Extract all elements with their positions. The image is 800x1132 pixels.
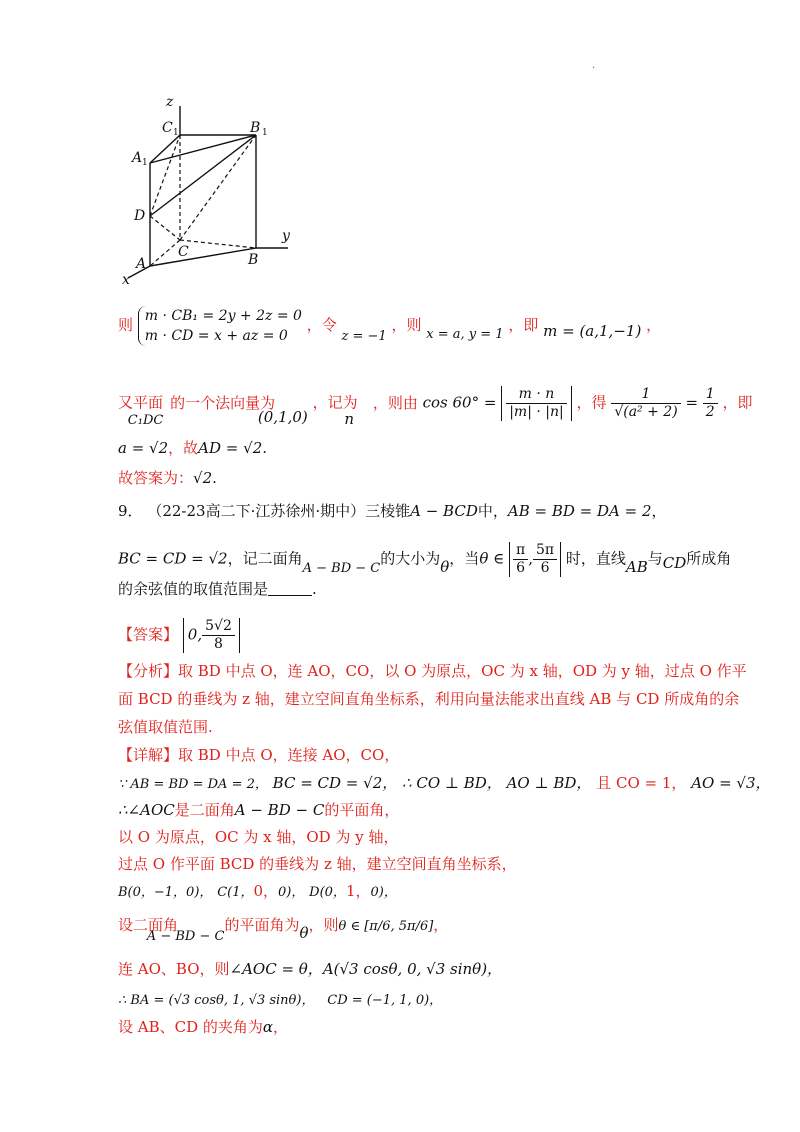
solution-line-2: 又平面 C₁DC 的一个法向量为 (0,1,0) ，记为 n ，则由 cos 60° = $\frac{m \cdot n}{|m| \cdot |n|}$ ，得 $\frac{1}{\text{√(a² + 2)}}$ = $\frac{1}{2}$ ，即: [118, 386, 753, 428]
edge-cb: [180, 240, 256, 248]
answer-line: 【答案】 0, $\frac{5√2}{8}$: [118, 618, 240, 653]
analysis-line-3: 弦值取值范围.: [118, 718, 213, 736]
svg-text:1: 1: [142, 158, 148, 168]
detail-line-10: 设 AB、CD 的夹角为α，: [118, 1018, 289, 1036]
detail-line-9: ∴ BA = (√3 cosθ, 1, √3 sinθ)， CD = (−1, 1, 0)，: [118, 993, 443, 1008]
detail-line-2: ∵ AB = BD = DA = 2， BC = CD = √2， ∴ CO ⊥ BD， AO ⊥ BD， 且 CO = 1， AO = √3，: [118, 774, 771, 792]
label-x: x: [122, 272, 130, 288]
question-9-line-2: BC = CD = √2，记二面角A − BD − C的大小为θ，当θ ∈ $\frac{\pi}{6}$ , $\frac{5\pi}{6}$ 时，直线AB与CD所成角: [118, 542, 732, 576]
detail-line-1: 【详解】取 BD 中点 O，连接 AO，CO，: [118, 746, 400, 764]
label-a: A: [136, 256, 147, 272]
detail-line-3: ∴∠AOC是二面角A − BD − C的平面角，: [118, 801, 400, 819]
label-y: y: [282, 228, 290, 244]
edge-cb1: [180, 135, 256, 240]
page-mark: .: [592, 60, 596, 71]
solution-line-1: 则 m · CB₁ = 2y + 2z = 0 m · CD = x + az = 0 ，令 z = −1 ，则 x = a, y = 1 ，即 m = (a,1,−1) ，: [118, 308, 662, 344]
answer-blank: [268, 581, 312, 596]
prism-figure: [110, 88, 310, 297]
label-a1: A: [132, 150, 143, 166]
equation-system: m · CB₁ = 2y + 2z = 0 m · CD = x + az = 0: [138, 306, 302, 346]
label-c1: C: [162, 120, 173, 136]
detail-line-6: B(0，−1，0)， C(1，0，0)， D(0，1，0)，: [118, 882, 397, 900]
question-9-line-1: 9． （22-23高二下·江苏徐州·期中）三棱锥A − BCD中，AB = BD = DA = 2，: [118, 502, 667, 520]
label-b1: B: [250, 120, 261, 136]
edge-db1: [150, 135, 256, 216]
prev-answer-line: 故答案为：√2.: [118, 469, 217, 487]
analysis-line-2: 面 BCD 的垂线为 z 轴，建立空间直角坐标系，利用向量法能求出直线 AB 与 CD 所成角的余: [118, 690, 740, 708]
detail-line-5: 过点 O 作平面 BCD 的垂线为 z 轴，建立空间直角坐标系，: [118, 855, 517, 873]
solution-line-3: a = √2，故AD = √2.: [118, 439, 268, 457]
detail-line-7: 设二面角 A − BD − C的平面角为θ，则θ ∈ [π/6, 5π/6]，: [118, 916, 449, 944]
prism-diagram: [110, 88, 310, 293]
label-c: C: [178, 244, 189, 260]
svg-text:1: 1: [173, 128, 179, 138]
label-d: D: [134, 208, 146, 224]
label-b: B: [248, 252, 259, 268]
detail-line-8: 连 AO、BO，则∠AOC = θ，A(√3 cosθ, 0, √3 sinθ)，: [118, 960, 503, 978]
edge-dc: [150, 216, 180, 240]
svg-text:1: 1: [262, 128, 268, 138]
question-9-line-3: 的余弦值的取值范围是 .: [118, 580, 317, 598]
detail-line-4: 以 O 为原点，OC 为 x 轴，OD 为 y 轴，: [118, 828, 399, 846]
label-z: z: [166, 94, 174, 110]
edge-ab: [150, 248, 259, 268]
analysis-line-1: 【分析】取 BD 中点 O，连 AO，CO，以 O 为原点，OC 为 x 轴，OD 为 y 轴，过点 O 作平: [118, 662, 747, 680]
